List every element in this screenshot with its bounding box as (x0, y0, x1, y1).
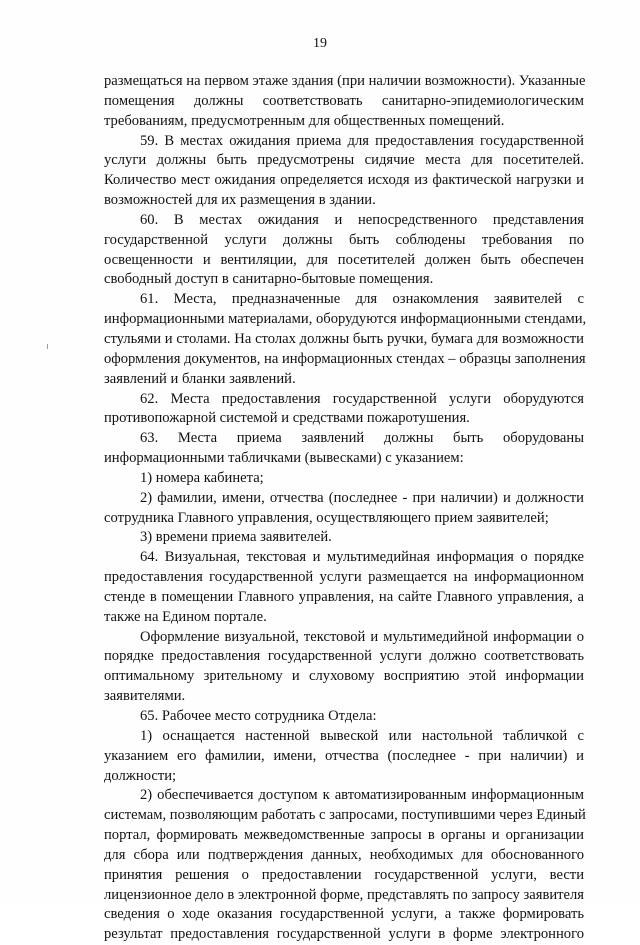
text-line: 1) номера кабинета; (140, 469, 264, 486)
text-line: заявителями. (104, 688, 186, 705)
text-line: стенде в помещении Главного управления, на сайте Главного управления, а (104, 588, 584, 605)
text-line: должности; (104, 767, 177, 784)
text-line: помещения должны соответствовать санитарно-эпидемиологическим (104, 92, 584, 109)
text-line: 59. В местах ожидания приема для предоставления государственной (140, 132, 584, 149)
text-line: указанием его фамилии, имени, отчества (последнее - при наличии) и (104, 747, 584, 764)
text-line: заявлений и бланки заявлений. (104, 370, 296, 387)
text-line: 2) обеспечивается доступом к автоматизированным информационным (140, 787, 584, 804)
text-line: информационными материалами, оборудуются информационными стендами, (104, 311, 587, 328)
text-line: услуги должны быть предусмотрены сидячие места для посетителей. (104, 152, 584, 169)
text-line: 61. Места, предназначенные для ознакомления заявителей с (140, 291, 584, 308)
text-line: сведения о ходе оказания государственной услуги, а также формировать (104, 906, 584, 923)
text-line: свободный доступ в санитарно-бытовые помещения. (104, 271, 434, 288)
text-line: 65. Рабочее место сотрудника Отдела: (140, 708, 377, 724)
text-line: принятия решения о предоставлении государственной услуги, вести (104, 866, 584, 883)
text-line: размещаться на первом этаже здания (при наличии возможности). Указанные (104, 73, 586, 89)
text-line: 64. Визуальная, текстовая и мультимедийная информация о порядке (140, 549, 584, 566)
text-line: Оформление визуальной, текстовой и мультимедийной информации о (140, 628, 584, 645)
text-line: информационными табличками (вывесками) с указанием: (104, 450, 464, 467)
text-line: оптимальному зрительному и слуховому восприятию этой информации (104, 668, 584, 685)
text-line: портал, формировать межведомственные запросы в органы и организации (104, 827, 584, 844)
text-line: Количество мест ожидания определяется исходя из фактической нагрузки и (104, 172, 584, 189)
text-line: 60. В местах ожидания и непосредственного представления (140, 211, 584, 228)
page-number: 19 (313, 36, 327, 51)
text-line: 62. Места предоставления государственной услуги оборудуются (140, 390, 584, 407)
text-line: результат предоставления государственной услуги в форме электронного (104, 926, 584, 943)
text-line: 1) оснащается настенной вывеской или настольной табличкой с (140, 727, 584, 744)
text-line: для сбора или подтверждения данных, необходимых для обоснованного (104, 846, 584, 863)
text-line: освещенности и вентиляции, для посетителей должен быть обеспечен (104, 251, 584, 268)
text-line: предоставления государственной услуги размещается на информационном (104, 569, 584, 586)
text-line: лицензионное дело в электронной форме, представлять по запросу заявителя (104, 886, 584, 903)
text-line: возможностей для их размещения в здании. (104, 192, 376, 209)
scan-margin-mark (47, 344, 48, 349)
text-line: системам, позволяющим работать с запросами, поступившими через Единый (104, 807, 586, 824)
document-body (104, 72, 587, 945)
text-line: требованиям, предусмотренным для общественных помещений. (104, 112, 505, 129)
text-line: также на Едином портале. (104, 608, 267, 625)
text-line: сотрудника Главного управления, осуществляющего прием заявителей; (104, 509, 549, 526)
text-line: стульями и столами. На столах должны быть ручки, бумага для возможности (104, 330, 584, 347)
text-line: порядке предоставления государственной услуги должно соответствовать (104, 648, 584, 665)
text-line: 2) фамилии, имени, отчества (последнее - при наличии) и должности (140, 489, 584, 506)
text-line: 3) времени приема заявителей. (140, 529, 332, 546)
text-line: государственной услуги должны быть соблюдены требования по (104, 231, 584, 248)
text-line: 63. Места приема заявлений должны быть оборудованы (140, 430, 584, 447)
text-line: противопожарной системой и средствами пожаротушения. (104, 410, 470, 427)
text-line: оформления документов, на информационных стендах – образцы заполнения (104, 350, 586, 367)
